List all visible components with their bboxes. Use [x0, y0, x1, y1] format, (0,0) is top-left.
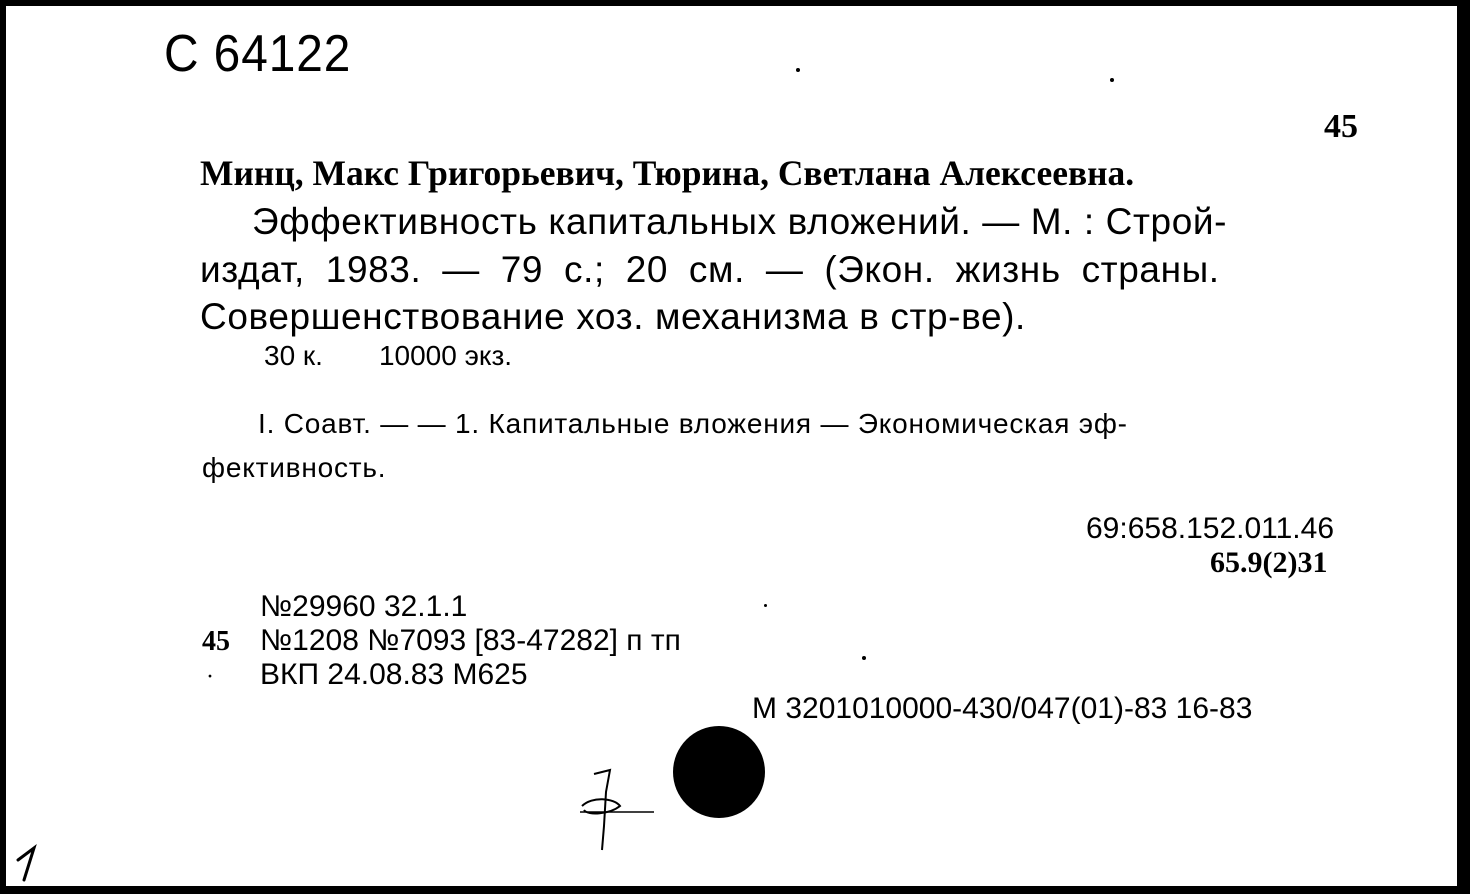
small-dot-mark: ·	[206, 664, 214, 690]
title-line: издат, 1983. — 79 с.; 20 см. — (Экон. жизнь страны.	[200, 249, 1220, 290]
punch-hole	[673, 726, 765, 818]
subjects-line: фективность.	[202, 452, 387, 483]
bbk-index: 65.9(2)31	[1210, 546, 1328, 579]
isbn-line: М 3201010000-430/047(01)-83 16-83	[752, 692, 1253, 725]
price: 30 к.	[264, 340, 323, 371]
registration-line: №29960 32.1.1	[260, 590, 468, 623]
card-number: 45	[1324, 108, 1358, 145]
registration-line: ВКП 24.08.83 М625	[260, 658, 528, 691]
dust-speck	[764, 604, 767, 607]
handwritten-seven-mark	[576, 762, 660, 858]
title-line: Эффективность капитальных вложений. — М. : Строй-	[252, 201, 1228, 242]
catalog-card	[4, 4, 1459, 888]
dust-speck	[796, 68, 800, 72]
subjects-line: I. Соавт. — — 1. Капитальные вложения — Экономическая эф-	[258, 408, 1128, 439]
card-code: С 64122	[164, 25, 352, 83]
authors-line: Минц, Макс Григорьевич, Тюрина, Светлана Алексеевна.	[200, 153, 1135, 193]
dust-speck	[862, 656, 866, 660]
registration-marker: 45	[202, 626, 230, 657]
handwritten-one-mark	[12, 838, 62, 888]
title-line: Совершенствование хоз. механизма в стр-ве).	[200, 296, 1026, 337]
price-line	[264, 340, 512, 372]
registration-line: №1208 №7093 [83-47282] п тп	[260, 624, 681, 657]
udc-index: 69:658.152.011.46	[1086, 512, 1335, 545]
copies: 10000 экз.	[378, 340, 513, 371]
dust-speck	[1110, 78, 1114, 82]
